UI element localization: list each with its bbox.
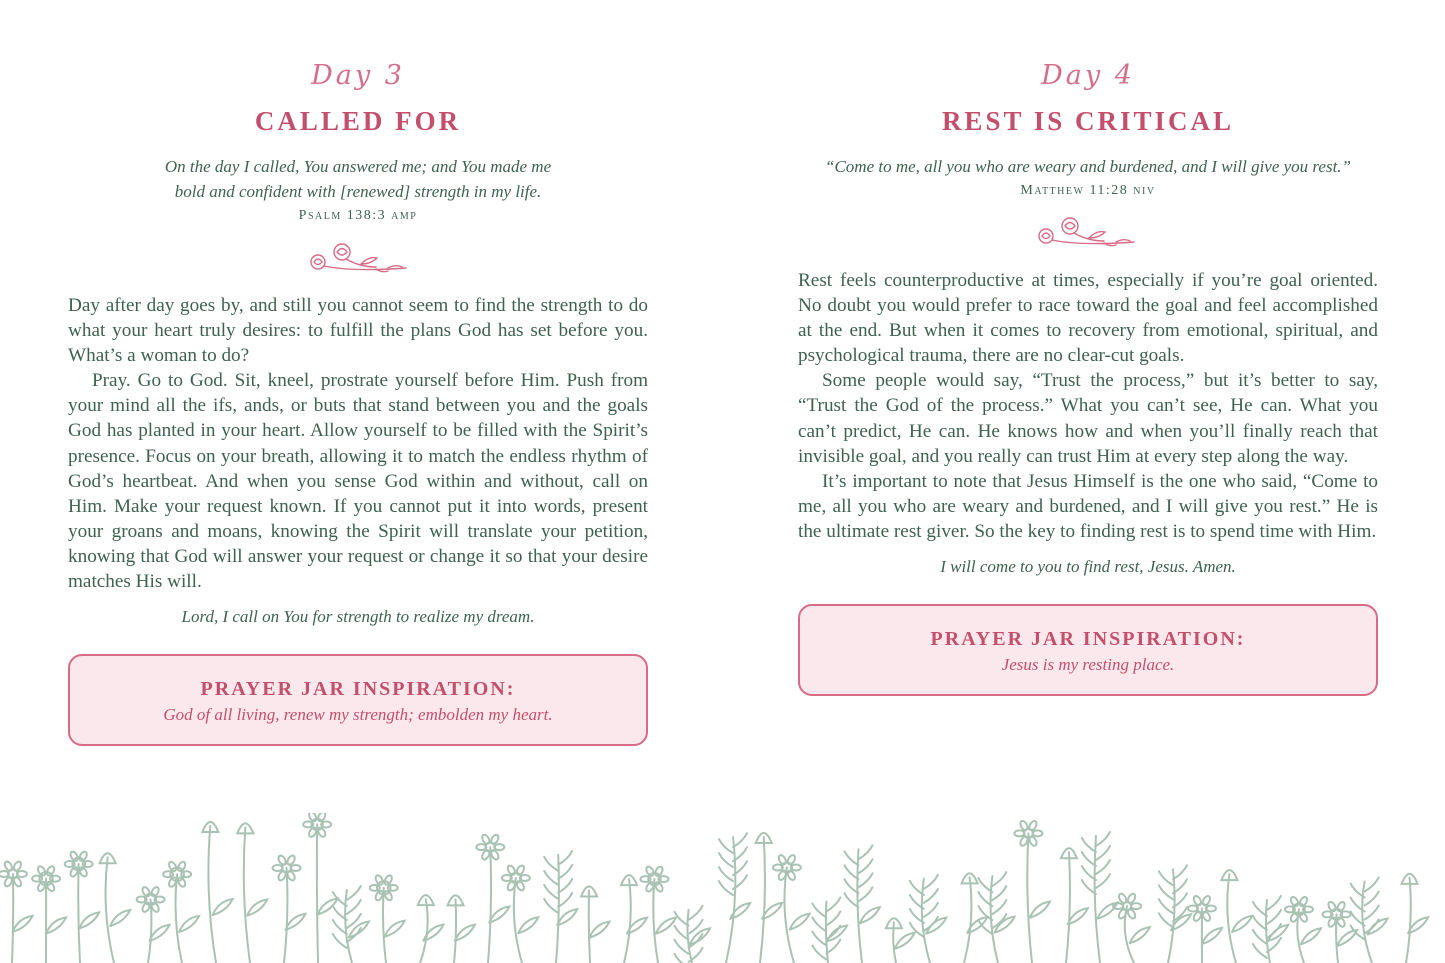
day-label: Day 3 [311,60,405,91]
body-paragraph: It’s important to note that Jesus Himself is the one who said, “Come to me, all you who are weary and burdened, and I will give you rest.” He is the ultimate rest giver. So the key to finding rest is to spend time with Him. [798,470,1378,542]
devotion-body [68,293,648,594]
verse-line: On the day I called, You answered me; and You made me [164,157,552,176]
verse-reference: Matthew 11:28 niv [1020,183,1156,198]
closing-prayer: I will come to you to find rest, Jesus. Amen. [940,557,1236,576]
prayer-jar-title: PRAYER JAR INSPIRATION: [200,678,516,700]
closing-prayer: Lord, I call on You for strength to realize my dream. [181,607,535,626]
verse-line: “Come to me, all you who are weary and burdened, and I will give you rest.” [825,157,1351,176]
prayer-jar-title: PRAYER JAR INSPIRATION: [930,628,1246,650]
prayer-jar-box [798,604,1378,696]
rose-flourish-icon [306,240,416,280]
devotion-body [798,268,1378,544]
wildflower-border [0,813,1445,963]
body-paragraph: Day after day goes by, and still you cannot seem to find the strength to do what your heart truly desires: to fulfill the plans God has set before you. What’s a woman to do? [68,295,648,367]
body-paragraph: Pray. Go to God. Sit, kneel, prostrate yourself before Him. Push from your mind all the ifs, ands, or buts that stand between you and the goals God has planted in your heart. Allow yourself to be filled with the Spirit’s presence. Focus on your breath, allowing it to match the endless rhythm of God’s heartbeat. And when you sense God within and without, call on Him. Make your request known. If you cannot put it into words, present your groans and moans, knowing the Spirit will translate your petition, knowing that God will answer your request or change it so that your desire matches His will. [68,370,648,593]
body-paragraph: Some people would say, “Trust the process,” but it’s better to say, “Trust the God of the process.” What you can’t see, He can. What you can’t predict, He can. He knows how and when you’ll finally reach that invisible goal, and you really can trust Him at every step along the way. [798,370,1378,467]
prayer-jar-text: God of all living, renew my strength; embolden my heart. [163,705,553,724]
body-paragraph: Rest feels counterproductive at times, especially if you’re goal oriented. No doubt you would prefer to race toward the goal and feel accomplished at the end. But when it comes to recovery from emotional, spiritual, and psychological trauma, there are no clear-cut goals. [798,270,1378,367]
rose-flourish-icon [1034,214,1144,254]
devotion-title: CALLED FOR [254,106,462,136]
day-label: Day 4 [1041,60,1135,91]
devotion-title: REST IS CRITICAL [941,106,1235,136]
prayer-jar-text: Jesus is my resting place. [1001,655,1175,674]
prayer-jar-box [68,654,648,746]
verse-line: bold and confident with [renewed] strength in my life. [174,182,542,201]
verse-reference: Psalm 138:3 amp [298,208,418,223]
